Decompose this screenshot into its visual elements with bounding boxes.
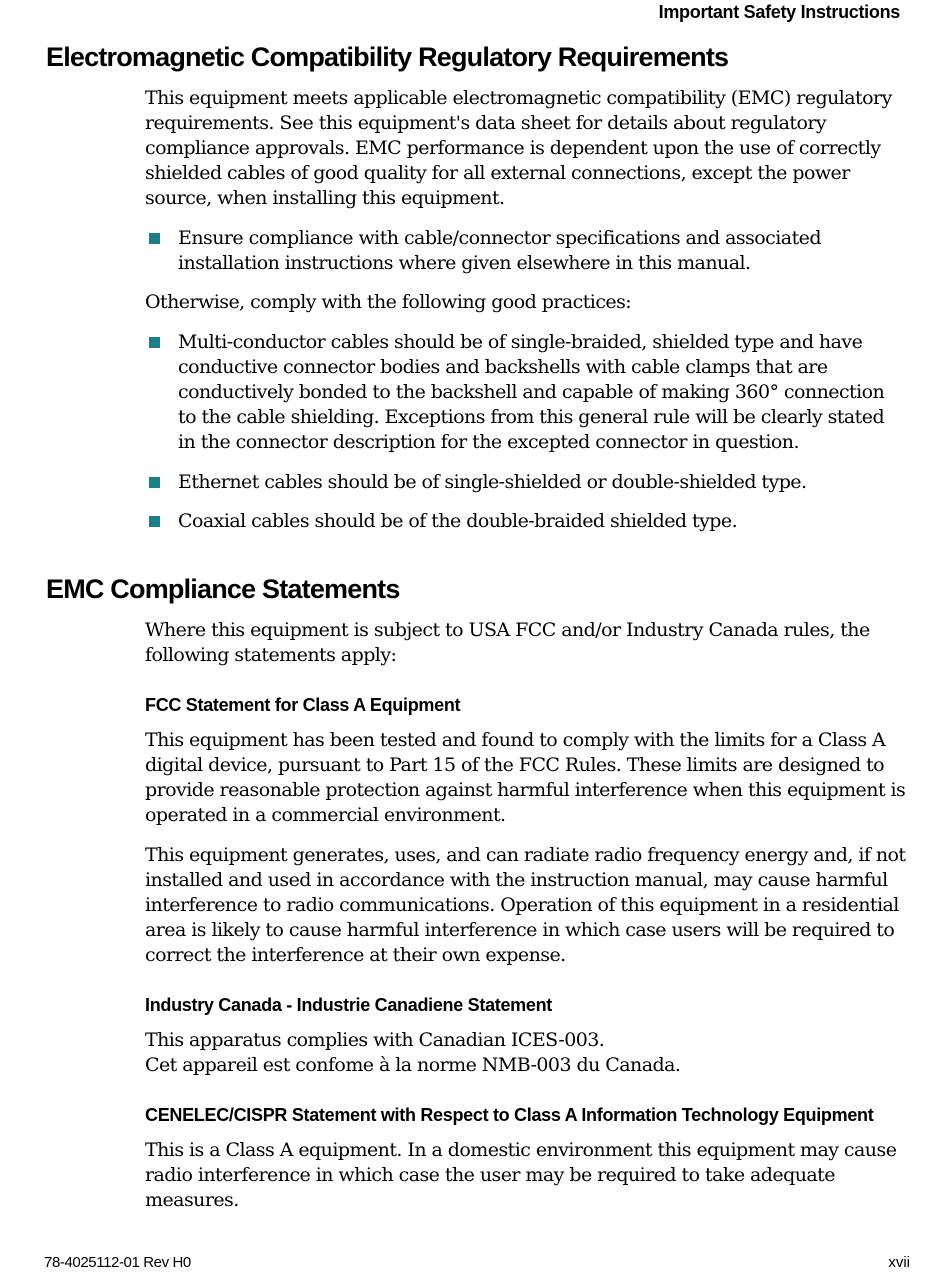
canada-line-2: Cet appareil est confome à la norme NMB-003 du Canada.: [145, 1054, 681, 1076]
square-bullet-icon: [149, 233, 160, 244]
fcc-paragraph-2: This equipment generates, uses, and can radiate radio frequency energy and, if not installed and used in accordance with the instruction manual, may cause harmful interference to radio communications. Operation of this equipment in a residential area is likely to cause harmful interference in which case users will be required to correct the interference at their own expense.: [145, 844, 906, 966]
emc-requirements-intro: This equipment meets applicable electromagnetic compatibility (EMC) regulatory requirements. See this equipment's data sheet for details about regulatory compliance approvals. EMC performance is dependent upon the use of correctly shielded cables of good quality for all external connections, except the power source, when installing this equipment.: [145, 87, 892, 209]
section-title-emc-requirements: Electromagnetic Compatibility Regulatory Requirements: [46, 42, 729, 72]
cenelec-title: CENELEC/CISPR Statement with Respect to Class A Information Technology Equipment: [145, 1105, 874, 1125]
square-bullet-icon: [149, 516, 160, 527]
square-bullet-icon: [149, 337, 160, 348]
section-title-emc-statements: EMC Compliance Statements: [46, 574, 400, 604]
list-item: [145, 509, 905, 534]
square-bullet-icon: [149, 477, 160, 488]
otherwise-text: Otherwise, comply with the following good practices:: [145, 291, 632, 313]
bullet-text: Ensure compliance with cable/connector specifications and associated installation instructions where given elsewhere in this manual.: [178, 227, 821, 274]
cenelec-paragraph: This is a Class A equipment. In a domestic environment this equipment may cause radio interference in which case the user may be required to take adequate measures.: [145, 1139, 897, 1211]
list-item: [145, 330, 905, 455]
canada-title: Industry Canada - Industrie Canadiene Statement: [145, 995, 552, 1015]
bullet-text: Multi-conductor cables should be of single-braided, shielded type and have conductive connector bodies and backshells with cable clamps that are conductively bonded to the backshell and capable of making 360° connection to the cable shielding. Exceptions from this general rule will be clearly stated in the connector description for the excepted connector in question.: [178, 331, 885, 453]
fcc-title: FCC Statement for Class A Equipment: [145, 695, 461, 715]
list-item: [145, 226, 905, 276]
list-item: [145, 470, 905, 495]
running-header: Important Safety Instructions: [658, 2, 900, 22]
emc-statements-intro: Where this equipment is subject to USA FCC and/or Industry Canada rules, the following statements apply:: [145, 619, 870, 666]
footer-page-number: xvii: [888, 1254, 910, 1271]
bullet-text: Coaxial cables should be of the double-braided shielded type.: [178, 510, 738, 532]
fcc-paragraph-1: This equipment has been tested and found to comply with the limits for a Class A digital device, pursuant to Part 15 of the FCC Rules. These limits are designed to provide reasonable protection against harmful interference when this equipment is operated in a commercial environment.: [145, 729, 906, 826]
footer-doc-number: 78-4025112-01 Rev H0: [44, 1254, 191, 1271]
canada-line-1: This apparatus complies with Canadian ICES-003.: [145, 1029, 605, 1051]
bullet-text: Ethernet cables should be of single-shielded or double-shielded type.: [178, 471, 807, 493]
